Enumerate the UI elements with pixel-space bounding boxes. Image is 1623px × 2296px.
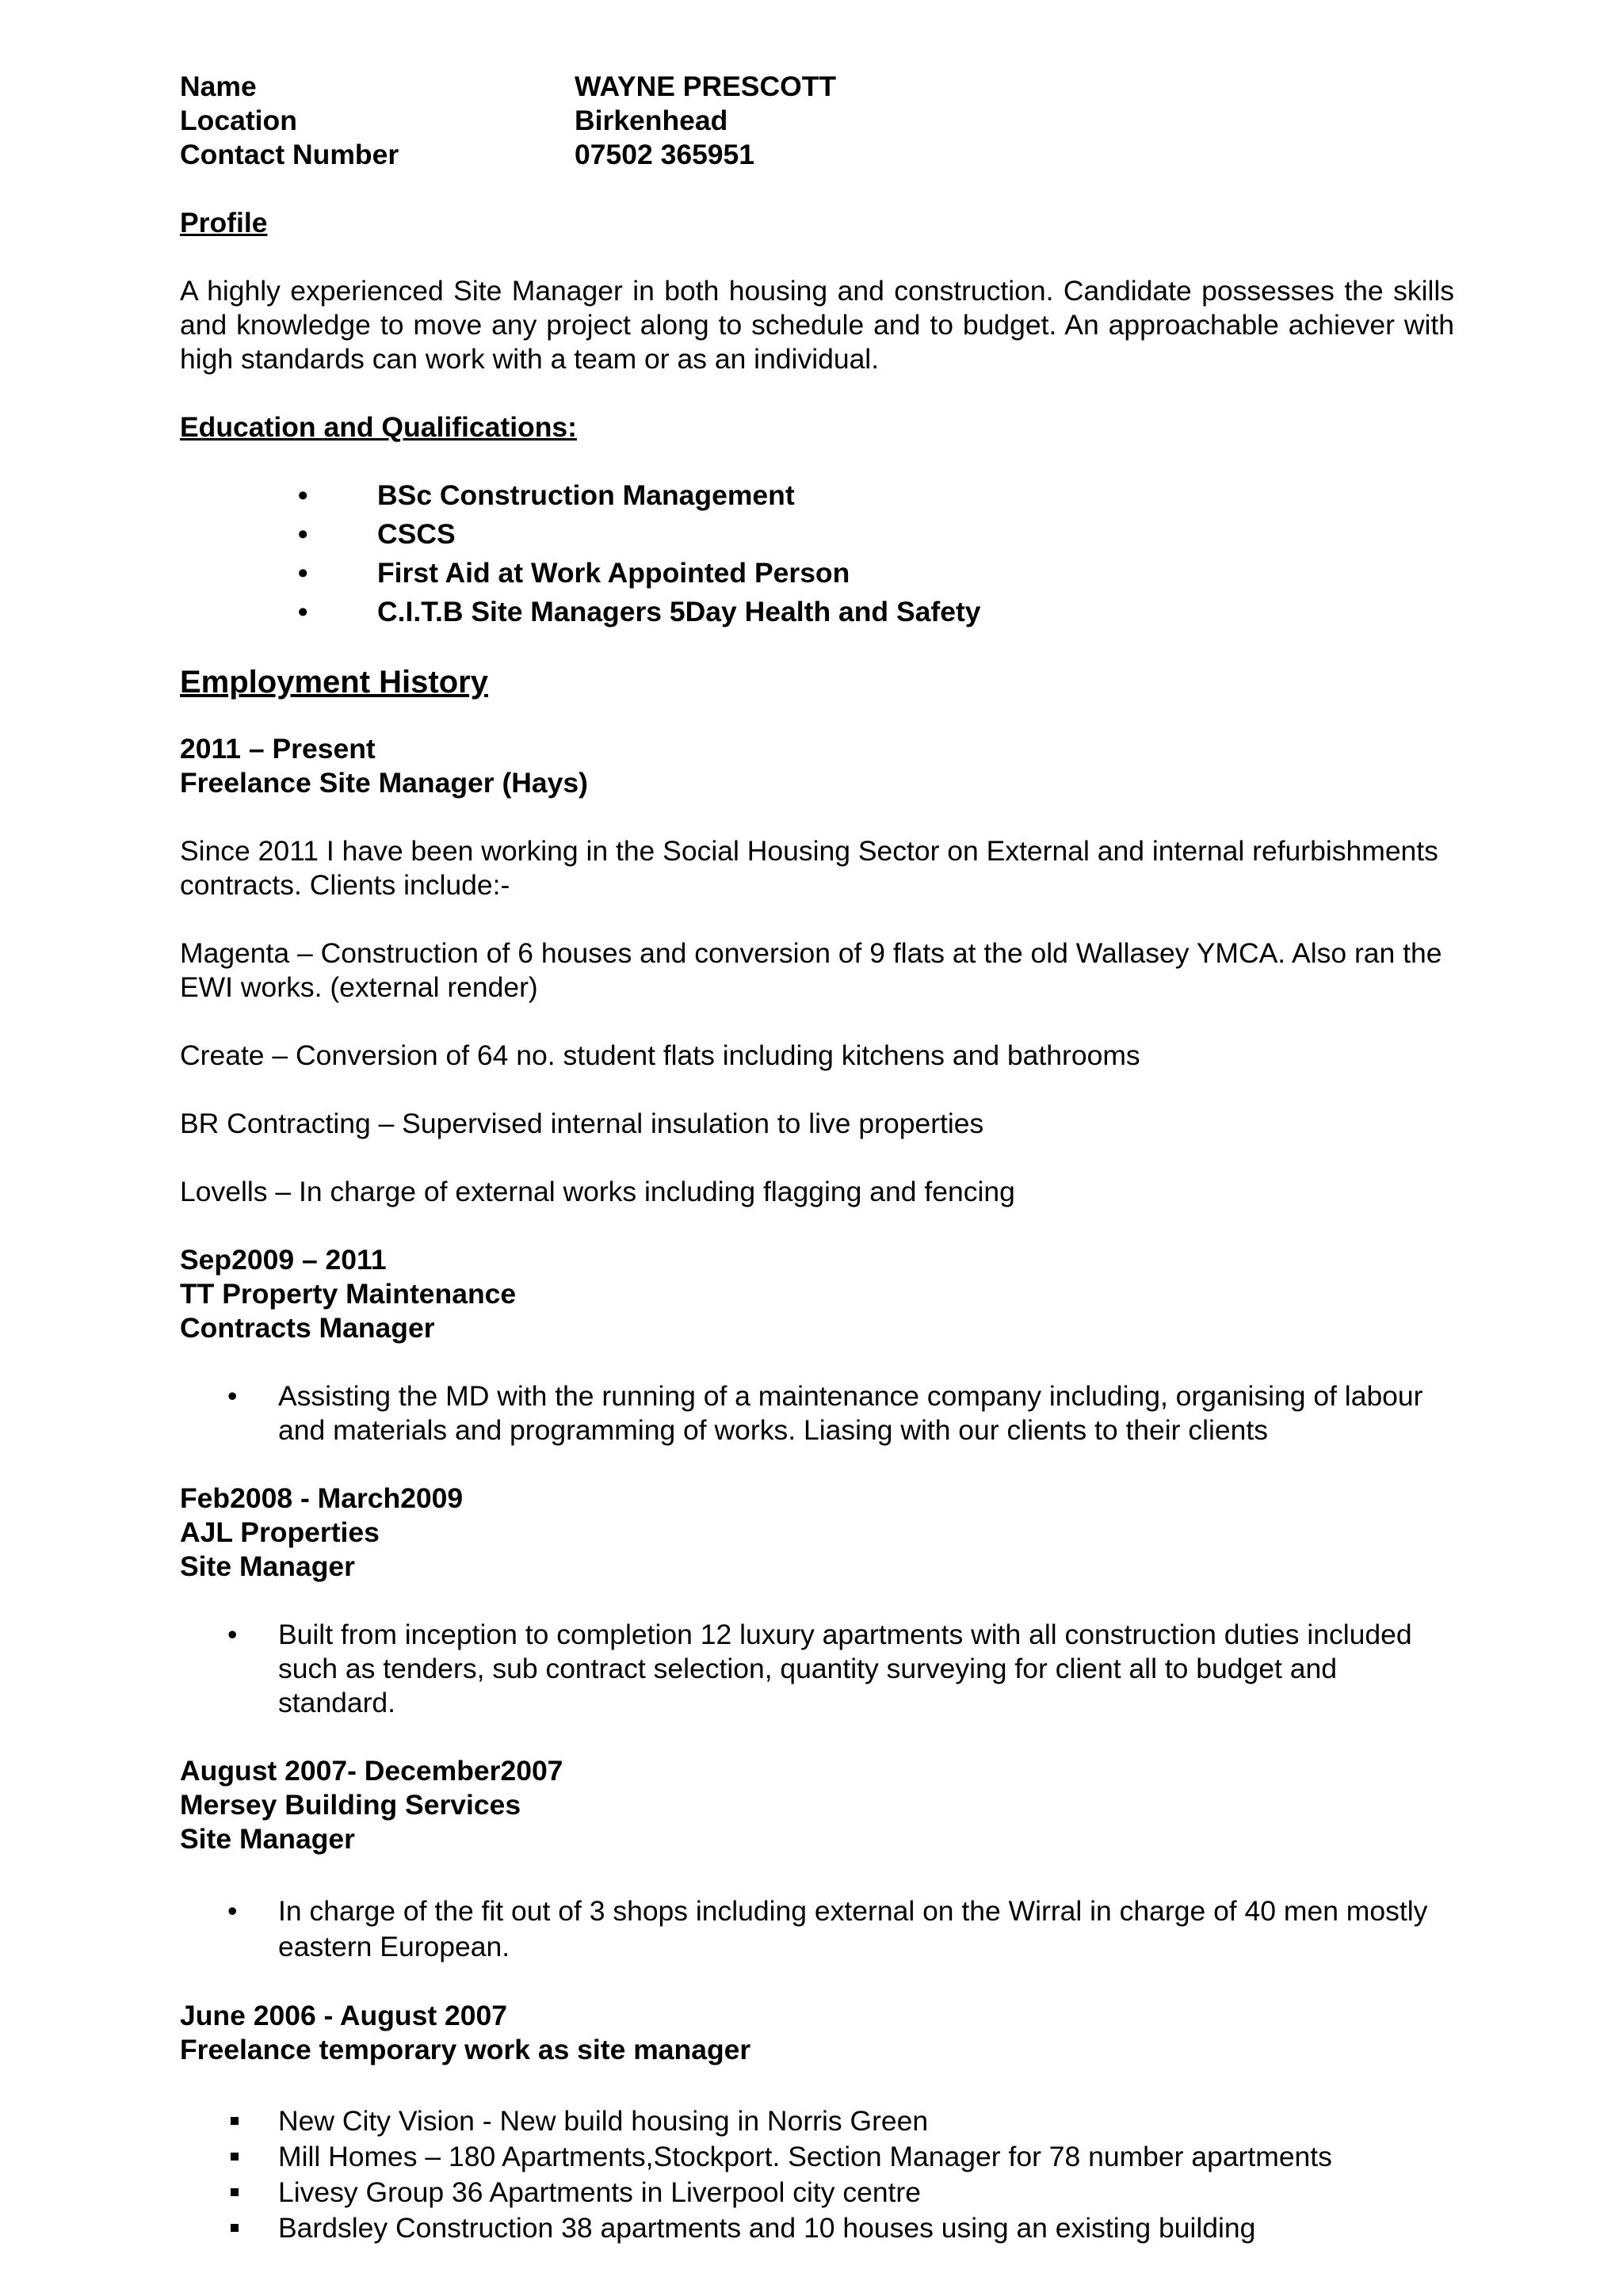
contact-label: Contact Number bbox=[180, 139, 399, 170]
education-item: • First Aid at Work Appointed Person bbox=[180, 554, 1454, 593]
client-entry: Create – Conversion of 64 no. student flats including kitchens and bathrooms bbox=[180, 1039, 1140, 1071]
job-role: Site Manager bbox=[180, 1823, 355, 1855]
contact-value: 07502 365951 bbox=[575, 139, 755, 170]
job-bullets bbox=[180, 1379, 1454, 1447]
job-intro: Since 2011 I have been working in the Social Housing Sector on External and internal refurbishments contracts. Clients include:- bbox=[180, 835, 1438, 901]
list-item: • In charge of the fit out of 3 shops including external on the Wirral in charge of 40 men mostly eastern European. bbox=[227, 1895, 1428, 1962]
bullet-icon: • bbox=[298, 479, 308, 511]
bullet-icon: • bbox=[227, 1619, 238, 1650]
education-item: • BSc Construction Management bbox=[180, 476, 1454, 515]
education-list bbox=[180, 476, 1454, 631]
bullet-icon: • bbox=[298, 596, 308, 627]
list-item: Livesy Group 36 Apartments in Liverpool city centre bbox=[180, 2175, 1454, 2210]
client-entry: BR Contracting – Supervised internal insulation to live properties bbox=[180, 1108, 984, 1139]
client-entry: Magenta – Construction of 6 houses and conversion of 9 flats at the old Wallasey YMCA. Also ran the EWI works. (external render) bbox=[180, 937, 1442, 1003]
job-role: Site Manager bbox=[180, 1550, 355, 1582]
job-company: TT Property Maintenance bbox=[180, 1278, 517, 1310]
list-item: New City Vision - New build housing in Norris Green bbox=[180, 2103, 1454, 2139]
contact-row bbox=[180, 138, 1454, 172]
client-entry: Lovells – In charge of external works including flagging and fencing bbox=[180, 1176, 1015, 1207]
education-heading: Education and Qualifications: bbox=[180, 411, 577, 443]
location-row bbox=[180, 104, 1454, 138]
job-period: June 2006 - August 2007 bbox=[180, 2000, 508, 2031]
square-bullet-icon bbox=[231, 2224, 239, 2232]
job-role: Contracts Manager bbox=[180, 1312, 435, 1344]
bullet-icon: • bbox=[227, 1380, 238, 1412]
job-period: August 2007- December2007 bbox=[180, 1755, 563, 1787]
bullet-icon: • bbox=[298, 518, 308, 550]
job-bullets bbox=[180, 1894, 1454, 1965]
square-bullet-icon bbox=[231, 2117, 239, 2125]
education-item: • CSCS bbox=[180, 515, 1454, 554]
employment-heading: Employment History bbox=[180, 665, 488, 700]
education-item: • C.I.T.B Site Managers 5Day Health and Safety bbox=[180, 593, 1454, 631]
job-bullets bbox=[180, 1618, 1454, 1720]
square-bullet-icon bbox=[231, 2188, 239, 2196]
list-item: • Assisting the MD with the running of a maintenance company including, organising of labour and materials and programming of works. Liasing with our clients to their clients bbox=[227, 1380, 1423, 1446]
list-item: Bardsley Construction 38 apartments and 10 houses using an existing building bbox=[180, 2210, 1454, 2246]
location-value: Birkenhead bbox=[575, 105, 728, 136]
profile-text: A highly experienced Site Manager in both housing and construction. Candidate possesses the skills and knowledge to move any project along to schedule and to budget. An approachable achiever with high standards can work with a team or as an individual. bbox=[180, 275, 1454, 375]
square-bullet-icon bbox=[231, 2153, 239, 2161]
job-period: 2011 – Present bbox=[180, 733, 376, 765]
profile-heading: Profile bbox=[180, 207, 268, 238]
location-label: Location bbox=[180, 105, 297, 136]
cv-document bbox=[180, 70, 1454, 2246]
job-company: AJL Properties bbox=[180, 1516, 380, 1548]
name-label: Name bbox=[180, 71, 257, 102]
job-company: Mersey Building Services bbox=[180, 1789, 521, 1821]
job-bullets bbox=[180, 2103, 1454, 2246]
bullet-icon: • bbox=[298, 557, 308, 589]
job-title: Freelance temporary work as site manager bbox=[180, 2034, 751, 2065]
list-item: • Built from inception to completion 12 luxury apartments with all construction duties included such as tenders, sub contract selection, quantity surveying for client all to budget and standard. bbox=[227, 1619, 1412, 1718]
list-item: Mill Homes – 180 Apartments,Stockport. Section Manager for 78 number apartments bbox=[180, 2139, 1454, 2175]
bullet-icon: • bbox=[227, 1895, 238, 1927]
job-period: Feb2008 - March2009 bbox=[180, 1482, 464, 1514]
job-period: Sep2009 – 2011 bbox=[180, 1244, 387, 1276]
name-value: WAYNE PRESCOTT bbox=[575, 71, 837, 102]
job-title: Freelance Site Manager (Hays) bbox=[180, 767, 588, 799]
name-row bbox=[180, 70, 1454, 104]
